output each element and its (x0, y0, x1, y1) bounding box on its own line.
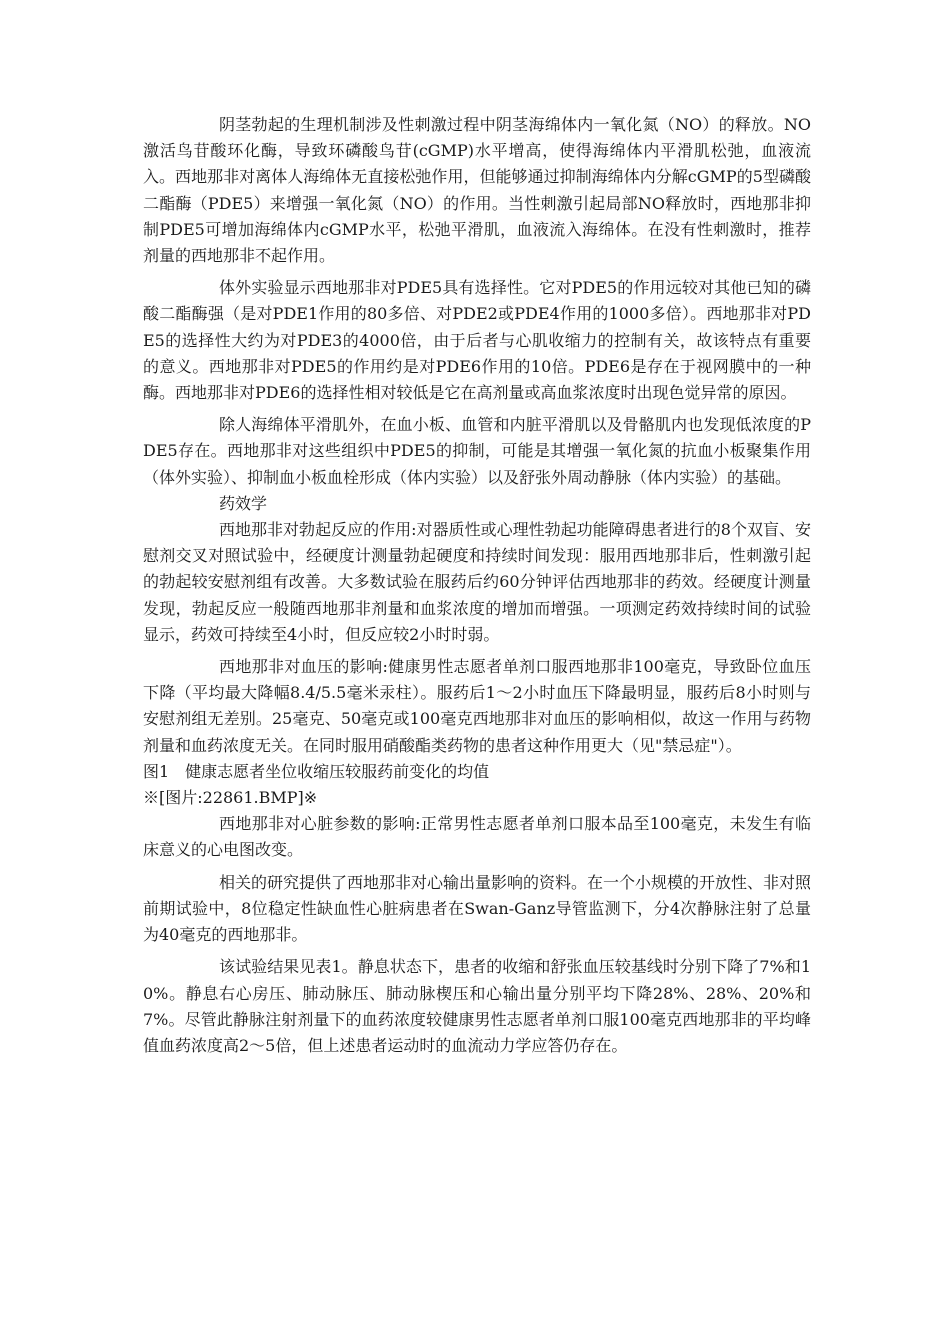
paragraph-tissue-distribution: 除人海绵体平滑肌外，在血小板、血管和内脏平滑肌以及骨骼肌内也发现低浓度的PDE5存在。西地那非对这些组织中PDE5的抑制，可能是其增强一氧化氮的抗血小板聚集作用（体外实验）、抑制血小板血栓形成（体内实验）以及舒张外周动静脉（体内实验）的基础。 (143, 415, 811, 487)
section-heading-pharmacodynamics: 药效学 (219, 493, 268, 513)
paragraph-cardiac-output: 相关的研究提供了西地那非对心输出量影响的资料。在一个小规模的开放性、非对照前期试验中，8位稳定性缺血性心脏病患者在Swan-Ganz导管监测下，分4次静脉注射了总量为40毫克的西地那非。 (143, 872, 812, 945)
figure-caption: 图1 健康志愿者坐位收缩压较服药前变化的均值 (143, 761, 490, 781)
paragraph-results: 该试验结果见表1。静息状态下，患者的收缩和舒张血压较基线时分别下降了7%和10%。静息右心房压、肺动脉压、肺动脉楔压和心输出量分别平均下降28%、28%、20%和7%。尽管此静脉注射剂量下的血药浓度较健康男性志愿者单剂口服100毫克西地那非的平均峰值血药浓度高2～5倍，但上述患者运动时的血流动力学应答仍存在。 (143, 957, 811, 1055)
paragraph-cardiac-parameters: 西地那非对心脏参数的影响:正常男性志愿者单剂口服本品至100毫克，未发生有临床意义的心电图改变。 (143, 814, 811, 860)
document-body (143, 112, 811, 1065)
paragraph-mechanism: 阴茎勃起的生理机制涉及性刺激过程中阴茎海绵体内一氧化氮（NO）的释放。NO激活鸟苷酸环化酶，导致环磷酸鸟苷(cGMP)水平增高，使得海绵体内平滑肌松弛，血液流入。西地那非对离体人海绵体无直接松弛作用，但能够通过抑制海绵体内分解cGMP的5型磷酸二酯酶（PDE5）来增强一氧化氮（NO）的作用。当性刺激引起局部NO释放时，西地那非抑制PDE5可增加海绵体内cGMP水平，松弛平滑肌，血液流入海绵体。在没有性刺激时，推荐剂量的西地那非不起作用。 (143, 115, 811, 266)
paragraph-blood-pressure: 西地那非对血压的影响:健康男性志愿者单剂口服西地那非100毫克，导致卧位血压下降（平均最大降幅8.4/5.5毫米汞柱）。服药后1～2小时血压下降最明显，服药后8小时则与安慰剂组无差别。25毫克、50毫克或100毫克西地那非对血压的影响相似，故这一作用与药物剂量和血药浓度无关。在同时服用硝酸酯类药物的患者这种作用更大（见"禁忌症"）。 (143, 657, 811, 755)
image-placeholder: ※[图片:22861.BMP]※ (143, 788, 318, 808)
paragraph-selectivity: 体外实验显示西地那非对PDE5具有选择性。它对PDE5的作用远较对其他已知的磷酸二酯酶强（是对PDE1作用的80多倍、对PDE2或PDE4作用的1000多倍）。西地那非对PDE5的选择性大约为对PDE3的4000倍，由于后者与心肌收缩力的控制有关，故该特点有重要的意义。西地那非对PDE5的作用约是对PDE6作用的10倍。PDE6是存在于视网膜中的一种酶。西地那非对PDE6的选择性相对较低是它在高剂量或高血浆浓度时出现色觉异常的原因。 (143, 278, 811, 403)
paragraph-erection-response: 西地那非对勃起反应的作用:对器质性或心理性勃起功能障碍患者进行的8个双盲、安慰剂交叉对照试验中，经硬度计测量勃起硬度和持续时间发现：服用西地那非后，性刺激引起的勃起较安慰剂组有改善。大多数试验在服药后约60分钟评估西地那非的药效。经硬度计测量发现，勃起反应一般随西地那非剂量和血浆浓度的增加而增强。一项测定药效持续时间的试验显示，药效可持续至4小时，但反应较2小时时弱。 (143, 520, 811, 644)
